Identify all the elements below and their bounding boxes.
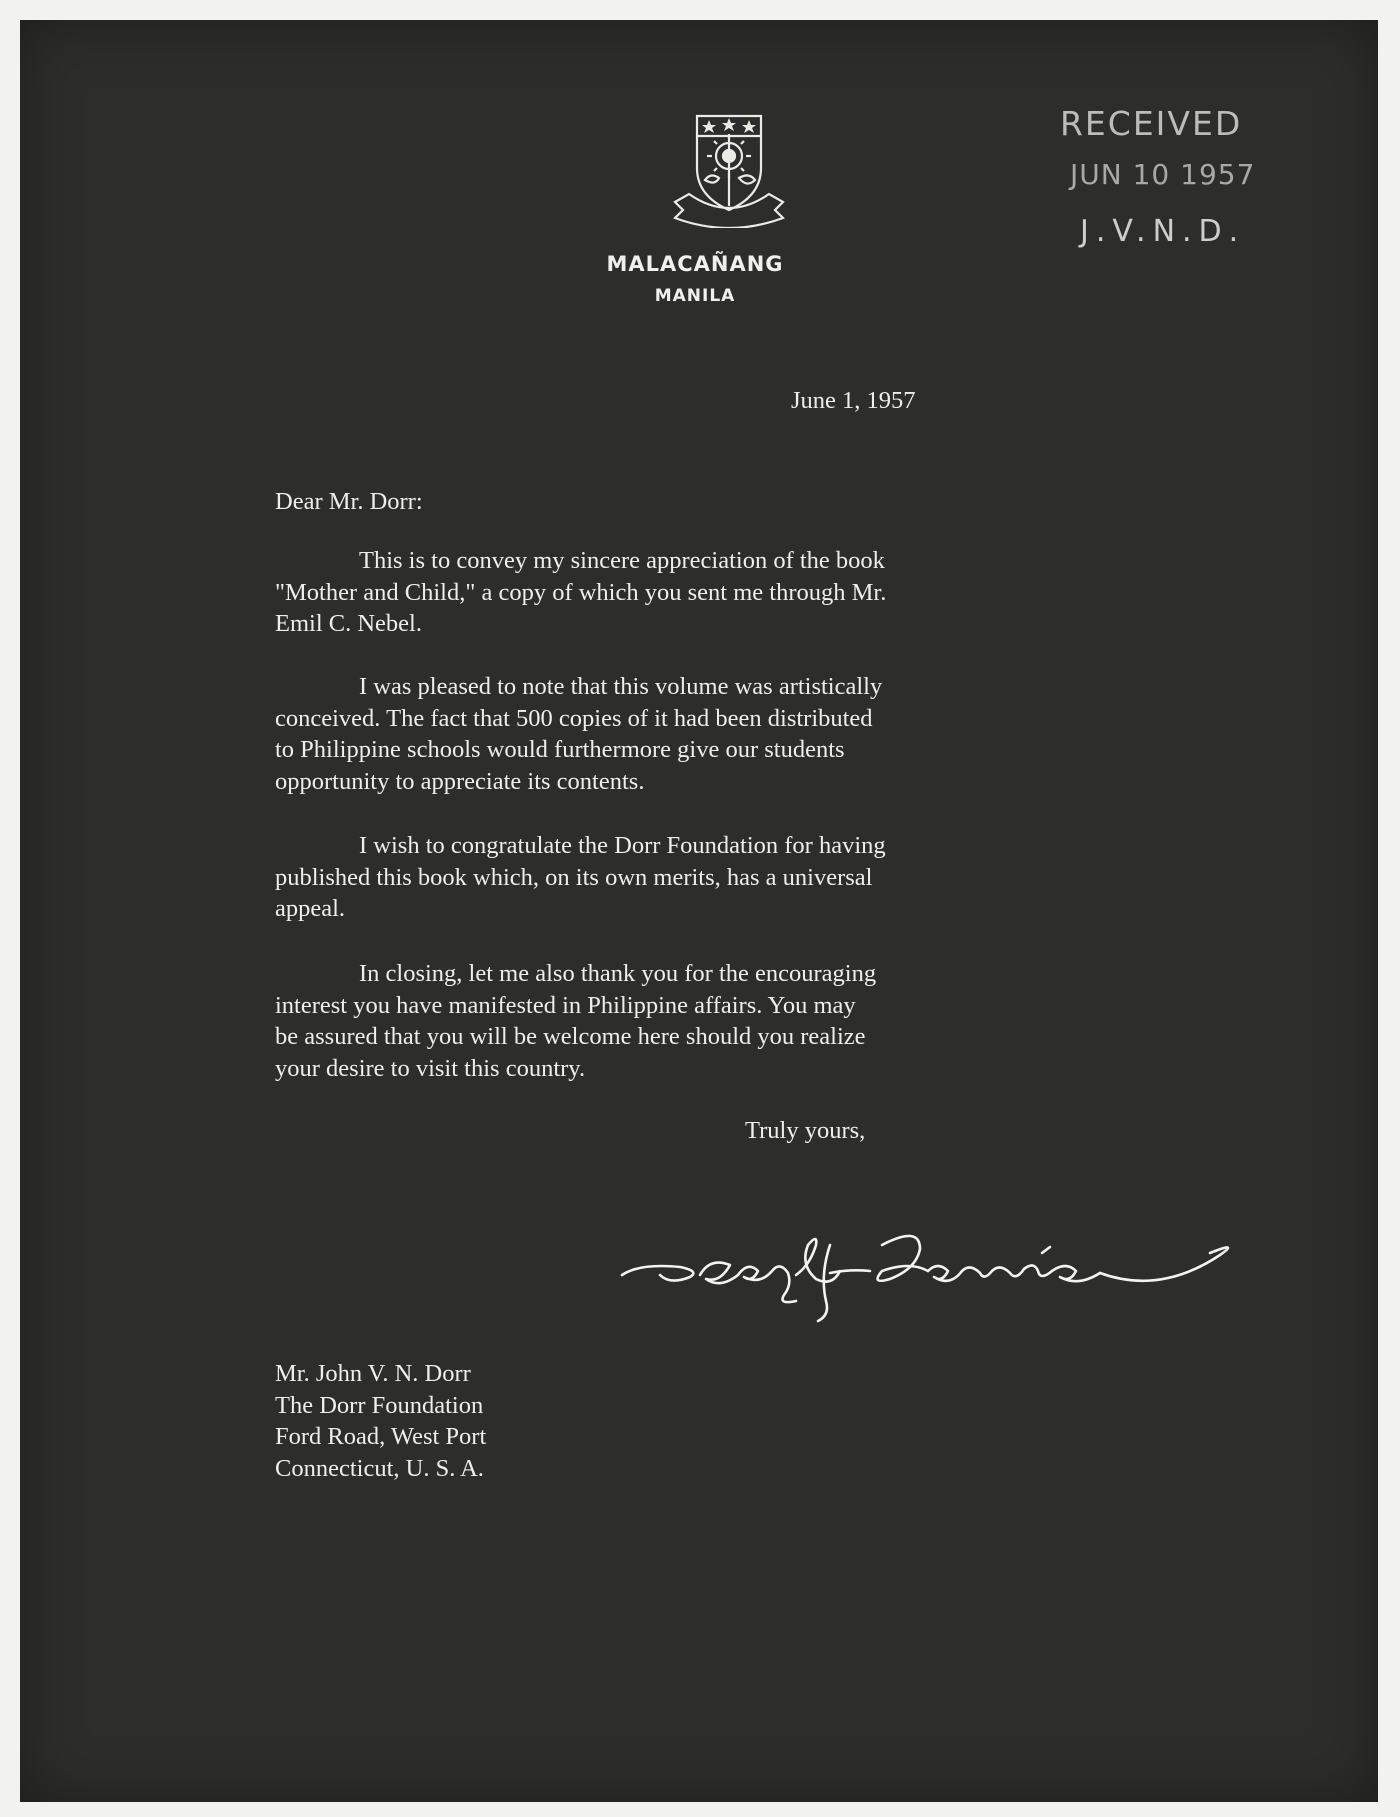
address-line: Mr. John V. N. Dorr bbox=[275, 1360, 471, 1387]
letter-date: June 1, 1957 bbox=[791, 387, 916, 414]
handwritten-signature bbox=[620, 1205, 1260, 1335]
paragraph bbox=[275, 958, 876, 1084]
paragraph-line: "Mother and Child," a copy of which you sent me through Mr. bbox=[275, 578, 887, 606]
address-line: Ford Road, West Port bbox=[275, 1423, 487, 1450]
closing: Truly yours, bbox=[745, 1117, 866, 1144]
received-stamp-initials: J.V.N.D. bbox=[1080, 214, 1246, 249]
received-stamp-label: RECEIVED bbox=[1060, 104, 1243, 143]
paragraph-line: I was pleased to note that this volume was artistically bbox=[359, 673, 883, 700]
letter-page bbox=[20, 20, 1378, 1802]
paragraph-line: be assured that you will be welcome here should you realize bbox=[275, 1023, 866, 1050]
paragraph bbox=[275, 830, 886, 925]
received-stamp-date: JUN 10 1957 bbox=[1070, 158, 1256, 191]
philippine-seal-icon bbox=[659, 98, 799, 228]
letterhead-city: MANILA bbox=[654, 286, 736, 306]
paragraph-line: conceived. The fact that 500 copies of it had been distributed bbox=[275, 704, 873, 732]
address-line: Connecticut, U. S. A. bbox=[275, 1454, 484, 1482]
paragraph-line: your desire to visit this country. bbox=[275, 1054, 586, 1082]
recipient-address bbox=[275, 1358, 486, 1484]
paragraph-line: interest you have manifested in Philippine affairs. You may bbox=[275, 991, 856, 1019]
paragraph-line: to Philippine schools would furthermore give our students bbox=[275, 736, 845, 763]
paragraph-line: I wish to congratulate the Dorr Foundation for having bbox=[359, 832, 886, 859]
paragraph-line: appeal. bbox=[275, 895, 346, 922]
paragraph-line: Emil C. Nebel. bbox=[275, 610, 422, 637]
paragraph bbox=[275, 545, 886, 640]
address-line: The Dorr Foundation bbox=[275, 1391, 484, 1419]
paragraph-line: In closing, let me also thank you for the encouraging bbox=[359, 960, 877, 987]
paragraph-line: published this book which, on its own merits, has a universal bbox=[275, 863, 873, 891]
paragraph-line: opportunity to appreciate its contents. bbox=[275, 767, 645, 795]
salutation: Dear Mr. Dorr: bbox=[275, 488, 423, 515]
paragraph bbox=[275, 671, 882, 797]
letterhead-title: MALACAÑANG bbox=[606, 252, 784, 276]
paragraph-line: This is to convey my sincere appreciation of the book bbox=[359, 547, 885, 574]
